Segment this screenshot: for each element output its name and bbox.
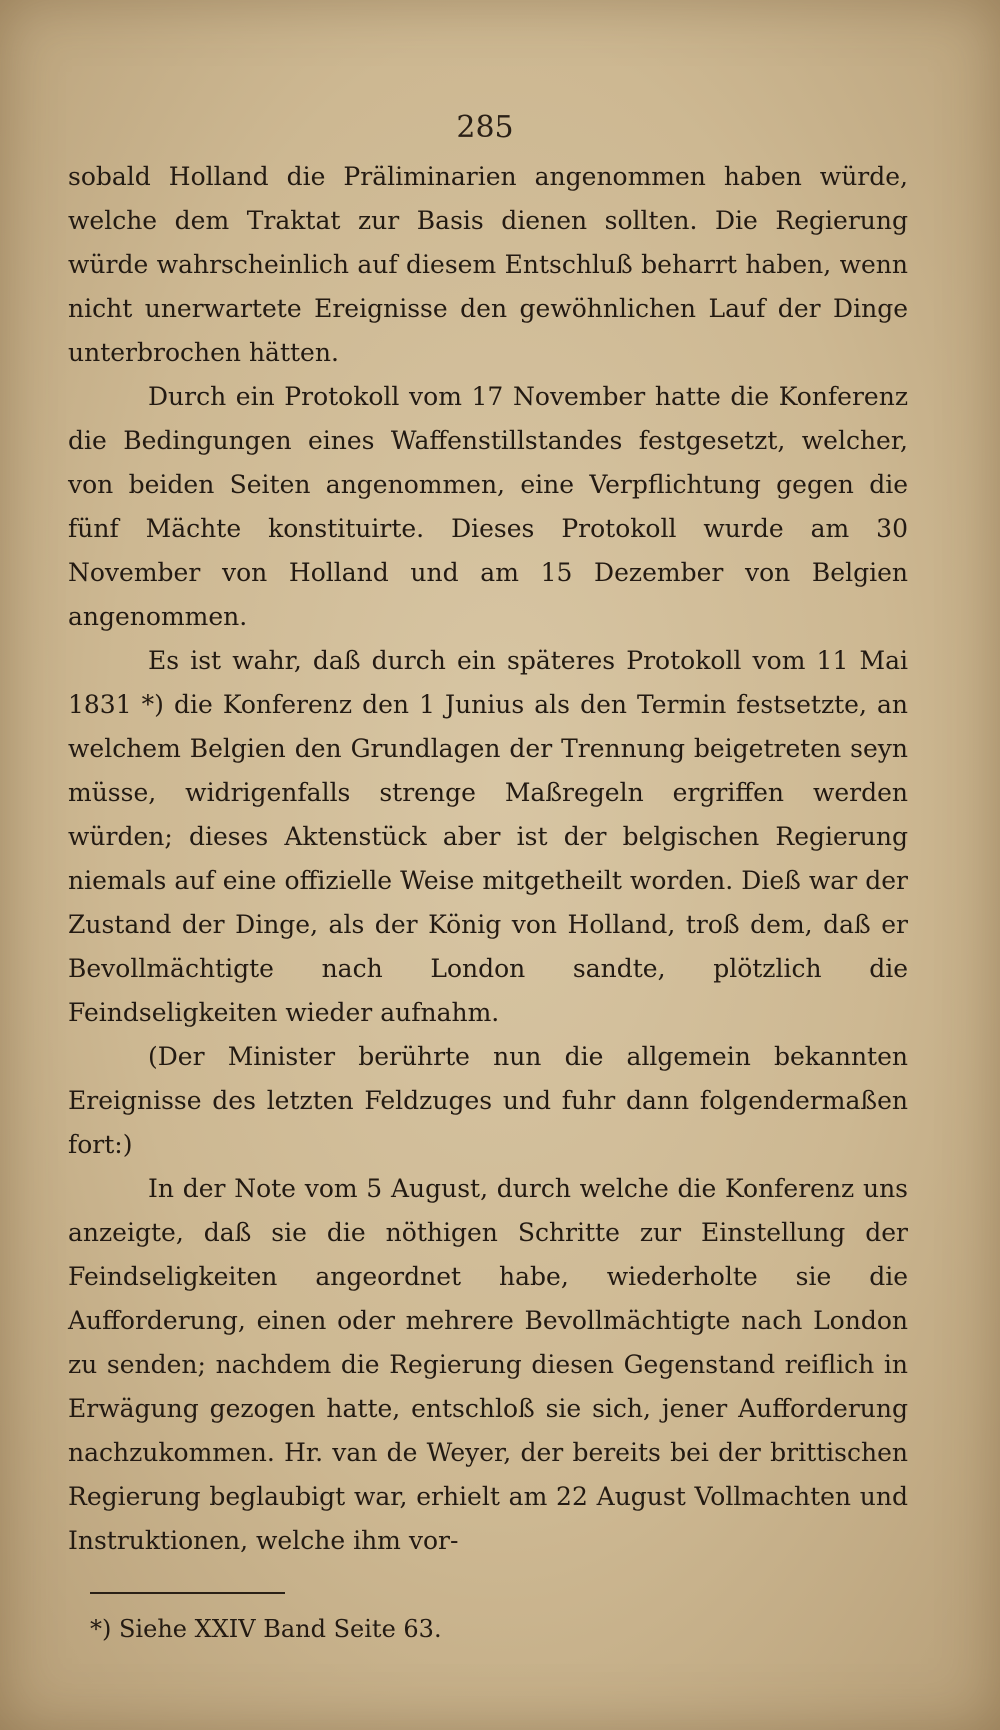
- paragraph-4: (Der Minister berührte nun die allgemein bekannten Ereignisse des letzten Feldzuges und fuhr dann folgendermaßen fort:): [68, 1042, 908, 1159]
- paragraph-3: Es ist wahr, daß durch ein späteres Protokoll vom 11 Mai 1831 *) die Konferenz den 1 Junius als den Termin festsetzte, an welchem Belgien den Grundlagen der Trennung beigetreten seyn müsse, widrigenfalls strenge Maßregeln ergriffen werden würden; dieses Aktenstück aber ist der belgischen Regierung niemals auf eine offizielle Weise mitgetheilt worden. Dieß war der Zustand der Dinge, als der König von Holland, troß dem, daß er Bevollmächtigte nach London sandte, plötzlich die Feindseligkeiten wieder aufnahm.: [68, 646, 908, 1027]
- footnote: *) Siehe XXIV Band Seite 63.: [90, 1615, 442, 1643]
- footnote-divider: [90, 1592, 285, 1594]
- page-number: 285: [456, 110, 514, 145]
- paragraph-2: Durch ein Protokoll vom 17 November hatte die Konferenz die Bedingungen eines Waffenstillstandes festgesetzt, welcher, von beiden Seiten angenommen, eine Verpflichtung gegen die fünf Mächte konstituirte. Dieses Protokoll wurde am 30 November von Holland und am 15 Dezember von Belgien angenommen.: [68, 382, 908, 631]
- body-text: [68, 155, 908, 1563]
- paragraph-1: sobald Holland die Präliminarien angenommen haben würde, welche dem Traktat zur Basis dienen sollten. Die Regierung würde wahrscheinlich auf diesem Entschluß beharrt haben, wenn nicht unerwartete Ereignisse den gewöhnlichen Lauf der Dinge unterbrochen hätten.: [68, 162, 908, 367]
- paragraph-5: In der Note vom 5 August, durch welche die Konferenz uns anzeigte, daß sie die nöthigen Schritte zur Einstellung der Feindseligkeiten angeordnet habe, wiederholte sie die Aufforderung, einen oder mehrere Bevollmächtigte nach London zu senden; nachdem die Regierung diesen Gegenstand reiflich in Erwägung gezogen hatte, entschloß sie sich, jener Aufforderung nachzukommen. Hr. van de Weyer, der bereits bei der brittischen Regierung beglaubigt war, erhielt am 22 August Vollmachten und Instruktionen, welche ihm vor-: [68, 1174, 908, 1555]
